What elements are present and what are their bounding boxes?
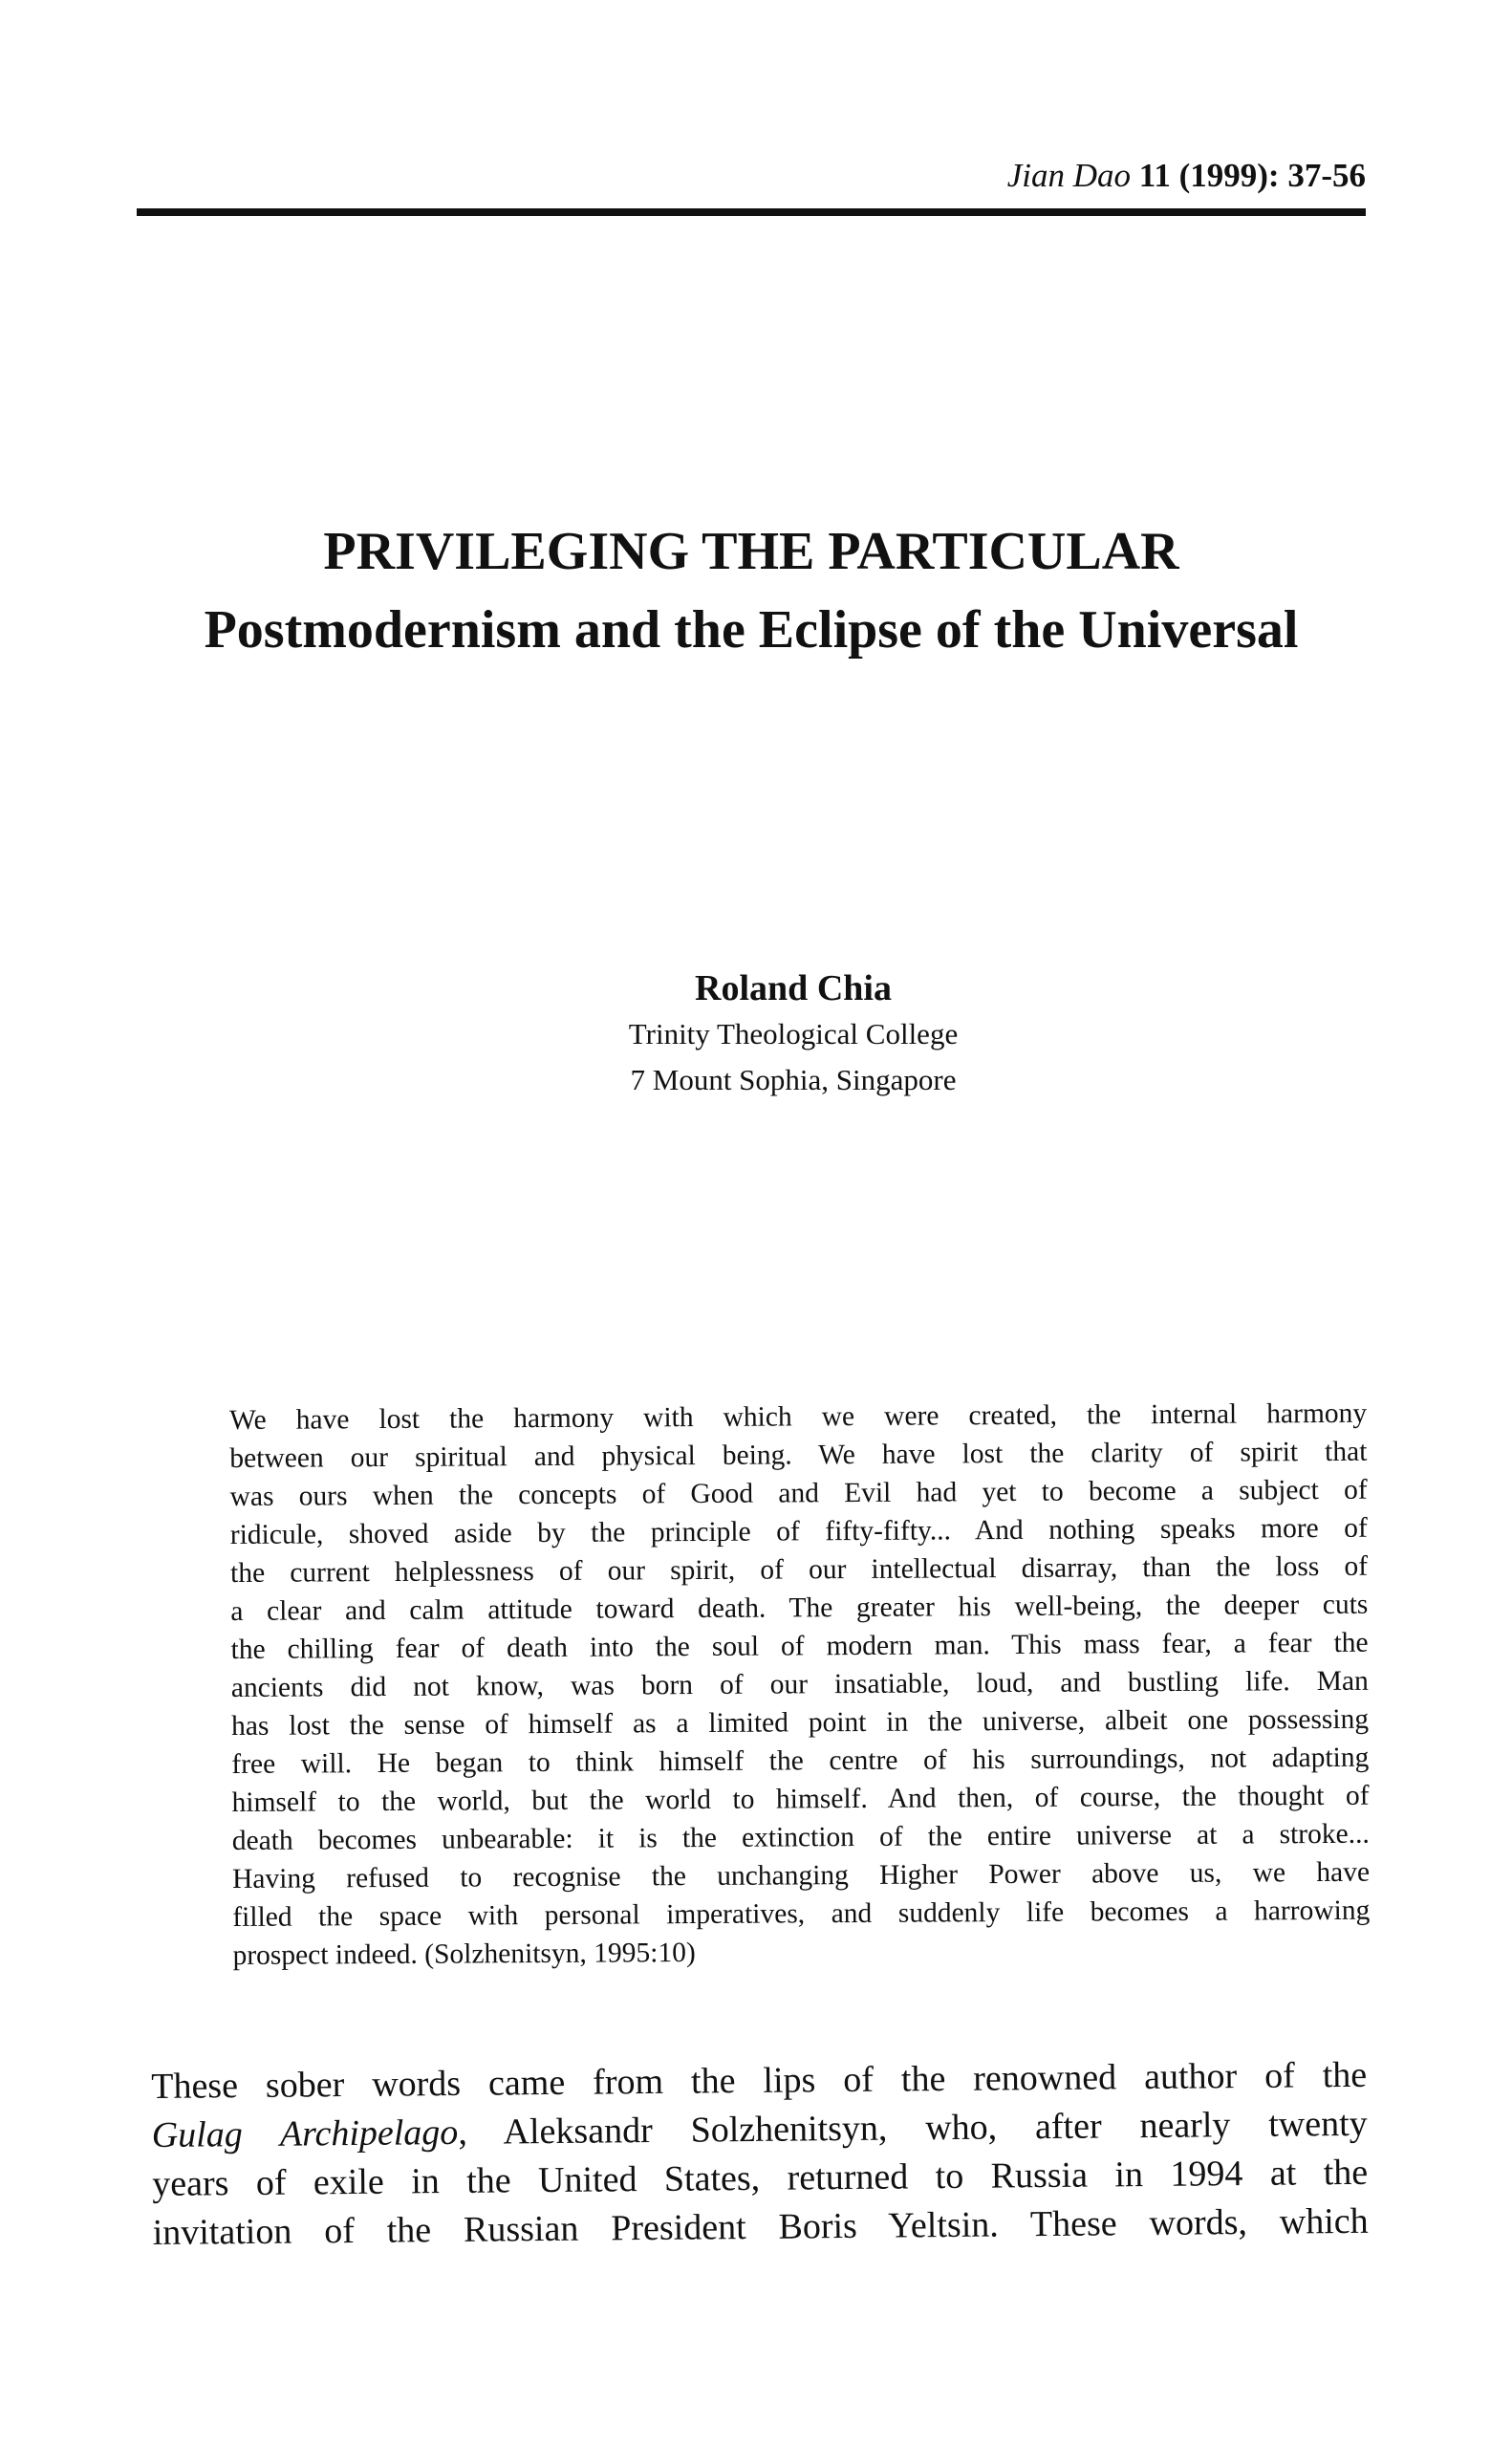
body-line: These sober words came from the lips of the renowned author of the	[151, 2054, 1368, 2107]
epigraph-line: Having refused to recognise the unchanging Higher Power above us, we have	[231, 1856, 1371, 1895]
journal-name: Jian Dao	[1006, 157, 1132, 194]
author-name: Roland Chia	[695, 968, 892, 1008]
epigraph-line: ridicule, shoved aside by the principle of fifty-fifty... And nothing speaks more of	[229, 1512, 1368, 1550]
epigraph-line: a clear and calm attitude toward death. The greater his well-being, the deeper cuts	[230, 1589, 1369, 1627]
epigraph-line: the current helplessness of our spirit, of our intellectual disarray, than the loss of	[230, 1550, 1369, 1589]
epigraph-quote	[229, 1395, 1371, 1975]
header-rule	[137, 208, 1366, 216]
epigraph-line: ancients did not know, was born of our insatiable, loud, and bustling life. Man	[230, 1665, 1369, 1703]
article-title: PRIVILEGING THE PARTICULAR	[323, 522, 1179, 581]
epigraph-line: free will. He began to think himself the centre of his surroundings, not adapting	[231, 1742, 1370, 1780]
epigraph-line: himself to the world, but the world to himself. And then, of course, the thought of	[231, 1780, 1370, 1818]
author-address: 7 Mount Sophia, Singapore	[630, 1063, 957, 1096]
body-line: invitation of the Russian President Boris Yeltsin. These words, which	[152, 2200, 1369, 2253]
epigraph-line: filled the space with personal imperatives, and suddenly life becomes a harrowing	[232, 1895, 1371, 1933]
epigraph-line: between our spiritual and physical being. We have lost the clarity of spirit that	[229, 1436, 1368, 1474]
epigraph-line-citation: prospect indeed. (Solzhenitsyn, 1995:10)	[232, 1938, 696, 1971]
article-subtitle: Postmodernism and the Eclipse of the Universal	[204, 600, 1299, 660]
epigraph-line: death becomes unbearable: it is the extinction of the entire universe at a stroke...	[231, 1818, 1370, 1856]
epigraph-line: was ours when the concepts of Good and Evil had yet to become a subject of	[229, 1474, 1368, 1512]
author-block	[535, 965, 1051, 1103]
journal-citation	[137, 155, 1366, 197]
epigraph-line: the chilling fear of death into the soul of modern man. This mass fear, a fear the	[230, 1627, 1369, 1665]
epigraph-line: has lost the sense of himself as a limited point in the universe, albeit one possessing	[230, 1703, 1370, 1742]
book-title: Gulag Archipelago	[151, 2111, 459, 2155]
journal-issue: 11 (1999): 37-56	[1138, 157, 1366, 194]
body-line-text: , Aleksandr Solzhenitsyn, who, after nearly twenty	[458, 2103, 1368, 2153]
body-line: years of exile in the United States, returned to Russia in 1994 at the	[152, 2152, 1369, 2204]
epigraph-line: We have lost the harmony with which we were created, the internal harmony	[229, 1397, 1368, 1436]
author-institution: Trinity Theological College	[628, 1017, 959, 1050]
body-paragraph	[151, 2051, 1369, 2258]
